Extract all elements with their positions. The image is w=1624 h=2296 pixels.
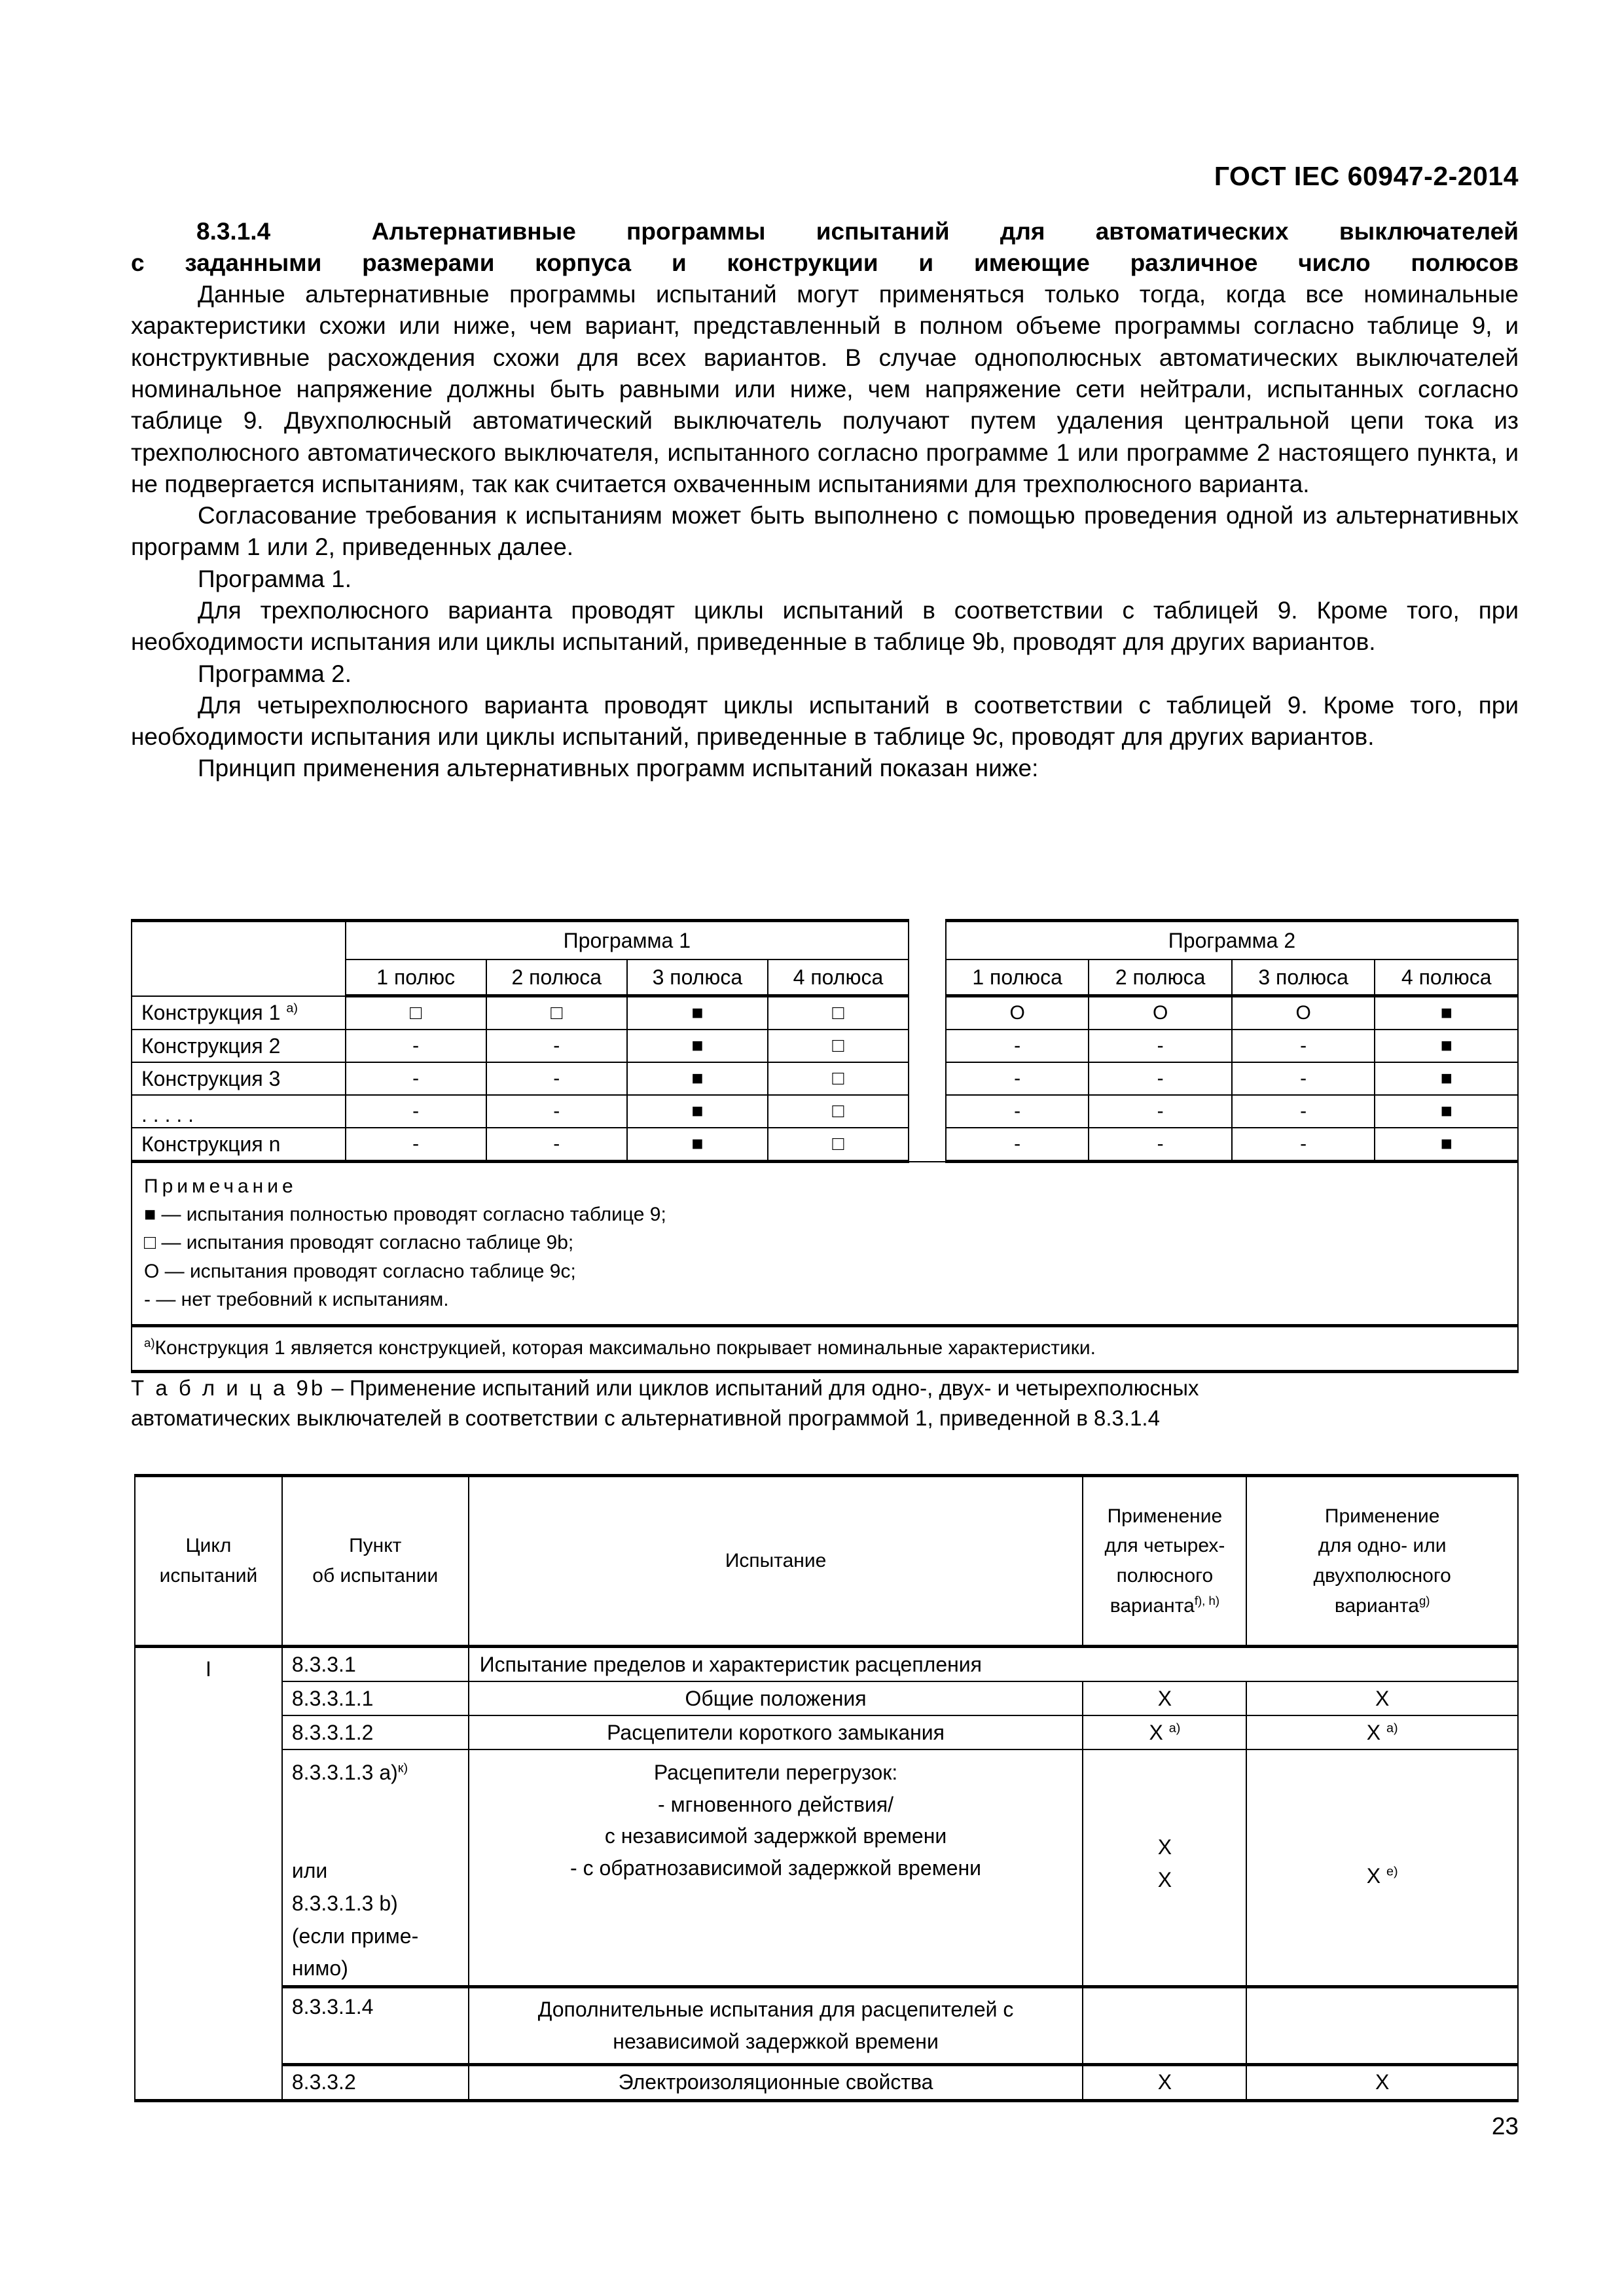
cell-p2c2r5: - (1089, 1128, 1232, 1162)
construction-row-label-3: Конструкция 3 (132, 1062, 346, 1095)
table-row (132, 1095, 1518, 1128)
note-line-2: □ — испытания проводят согласно таблице 9b; (144, 1232, 574, 1254)
table-row (132, 1062, 1518, 1095)
footnote-text: Конструкция 1 является конструкцией, которая максимально покрывает номинальные характеристики. (154, 1336, 1096, 1359)
cell-p2c3r4: - (1232, 1095, 1375, 1128)
header-clause-l2: об испытании (312, 1565, 439, 1587)
cell-clause-4-main: 8.3.3.1.3 a) (291, 1761, 398, 1784)
header-one-two-pole-l3: двухполюсного (1313, 1565, 1451, 1587)
cell-p2c2r1: О (1089, 996, 1232, 1030)
header-one-two-pole-l1: Применение (1324, 1505, 1440, 1527)
cell-p1c2r2: - (486, 1030, 627, 1062)
table-row (132, 1128, 1518, 1162)
cell-clause-4 (282, 1749, 469, 1987)
table-9b-caption (131, 1373, 1519, 1433)
cell-clause-2: 8.3.3.1.1 (282, 1681, 469, 1715)
cell-test-5-l2: независимой задержкой времени (613, 2029, 939, 2053)
header-one-two-pole-l2: для одно- или (1318, 1535, 1447, 1557)
cell-p2c1r2: - (946, 1030, 1089, 1062)
cell-p1c1r5: - (346, 1128, 486, 1162)
cell-clause-4-x3: (если приме- (291, 1924, 419, 1948)
note-heading: Примечание (144, 1175, 297, 1197)
footnote-marker: а) (144, 1335, 155, 1350)
cell-p2c2r4: - (1089, 1095, 1232, 1128)
table-row (135, 1715, 1518, 1749)
header-one-two-pole (1246, 1476, 1518, 1647)
cell-test-4-l2: - мгновенного действия/ (658, 1792, 894, 1816)
programs-footnote-row (132, 1325, 1518, 1371)
paragraph-3: Программа 1. (198, 565, 352, 592)
cell-fourpole-3 (1083, 1715, 1246, 1749)
header-four-pole-l4: варианта (1110, 1594, 1195, 1617)
cell-p2c4r1: ■ (1375, 996, 1518, 1030)
prog1-pole-header-3: 3 полюса (627, 960, 768, 996)
section-heading (131, 216, 1519, 279)
table-row (135, 2064, 1518, 2100)
cell-test-2: Общие положения (469, 1681, 1083, 1715)
cell-fourpole-5 (1083, 1987, 1246, 2064)
header-one-two-pole-sup: g) (1418, 1593, 1430, 1607)
prog2-pole-header-2: 2 полюса (1089, 960, 1232, 996)
cell-p2c1r1: О (946, 996, 1089, 1030)
programs-corner-cell (132, 921, 346, 996)
program-1-group-header: Программа 1 (346, 921, 909, 960)
header-four-pole-l3: полюсного (1116, 1565, 1214, 1587)
header-clause (282, 1476, 469, 1647)
cell-test-5-l1: Дополнительные испытания для расцепителей с (537, 1998, 1014, 2022)
cell-onetwopole-3-val: X (1366, 1720, 1381, 1744)
cell-p1c3r4: ■ (627, 1095, 768, 1128)
cell-p1c3r2: ■ (627, 1030, 768, 1062)
table-9b-header-row (135, 1476, 1518, 1647)
section-heading-line1 (131, 216, 1519, 247)
note-line-1: ■ — испытания полностью проводят согласно таблице 9; (144, 1204, 666, 1226)
table-row (135, 1749, 1518, 1987)
cell-p2c4r5: ■ (1375, 1128, 1518, 1162)
cell-p2c3r2: - (1232, 1030, 1375, 1062)
header-clause-l1: Пункт (349, 1535, 402, 1557)
header-cycle-l2: испытаний (159, 1565, 258, 1587)
table-row (132, 996, 1518, 1030)
document-body (131, 216, 1519, 785)
cell-p1c3r5: ■ (627, 1128, 768, 1162)
header-test: Испытание (469, 1476, 1083, 1647)
paragraph-6: Для четырехполюсного варианта проводят циклы испытаний в соответствии с таблицей 9. Кроме того, при необходимости испытания или циклы испытаний, приведенные в таблице 9c, проводят для других вариантов. (131, 691, 1519, 751)
header-cycle (135, 1476, 282, 1647)
cell-clause-4-sup: к) (397, 1761, 408, 1776)
cell-p2c3r1: О (1232, 996, 1375, 1030)
programs-footnote-cell (132, 1325, 1518, 1371)
cell-onetwopole-3 (1246, 1715, 1518, 1749)
cell-onetwopole-4-val: X (1366, 1864, 1381, 1888)
cell-p2c2r3: - (1089, 1062, 1232, 1095)
page-number: 23 (1491, 2113, 1519, 2140)
cell-fourpole-2: X (1083, 1681, 1246, 1715)
cell-onetwopole-2: X (1246, 1681, 1518, 1715)
cell-p1c4r3: □ (768, 1062, 909, 1095)
cell-p2c2r2: - (1089, 1030, 1232, 1062)
cell-clause-3: 8.3.3.1.2 (282, 1715, 469, 1749)
cell-test-6: Электроизоляционные свойства (469, 2064, 1083, 2100)
cell-p2c3r3: - (1232, 1062, 1375, 1095)
cell-p1c3r1: ■ (627, 996, 768, 1030)
cell-p1c4r5: □ (768, 1128, 909, 1162)
cell-p1c1r4: - (346, 1095, 486, 1128)
cell-p2c4r2: ■ (1375, 1030, 1518, 1062)
cell-test-3: Расцепители короткого замыкания (469, 1715, 1083, 1749)
program-2-group-header: Программа 2 (946, 921, 1518, 960)
cell-p2c1r4: - (946, 1095, 1089, 1128)
section-title-line1: Альтернативные программы испытаний для автоматических выключателей (371, 218, 1519, 245)
cell-onetwopole-5 (1246, 1987, 1518, 2064)
standard-header: ГОСТ IEC 60947-2-2014 (1214, 161, 1519, 191)
cell-test-5 (469, 1987, 1083, 2064)
header-four-pole (1083, 1476, 1246, 1647)
construction-row-label-n (132, 1128, 346, 1162)
cell-test-4-l1: Расцепители перегрузок: (653, 1761, 898, 1784)
construction-label-text-n: Конструкция n (141, 1132, 281, 1156)
construction-label-text-1: Конструкция 1 (141, 1000, 281, 1024)
cell-p1c3r3: ■ (627, 1062, 768, 1095)
cell-cycle-value: I (135, 1647, 282, 2101)
programs-group-header-row (132, 921, 1518, 960)
cell-fourpole-4 (1083, 1749, 1246, 1987)
cell-p1c1r2: - (346, 1030, 486, 1062)
cell-fourpole-4-l2: X (1157, 1867, 1172, 1892)
header-four-pole-l1: Применение (1107, 1505, 1223, 1527)
note-line-4: - — нет требовний к испытаниям. (144, 1288, 449, 1310)
construction-row-label-1 (132, 996, 346, 1030)
cell-clause-4-x4: нимо) (291, 1956, 348, 1981)
cell-onetwopole-4-sup: е) (1386, 1864, 1398, 1879)
prog2-pole-header-1: 1 полюса (946, 960, 1089, 996)
cell-p1c4r2: □ (768, 1030, 909, 1062)
cell-clause-4-x2: 8.3.3.1.3 b) (291, 1891, 398, 1915)
table-row (132, 1030, 1518, 1062)
cell-fourpole-6: X (1083, 2064, 1246, 2100)
header-four-pole-sup: f), h) (1194, 1593, 1220, 1607)
cell-onetwopole-3-sup: а) (1386, 1720, 1398, 1735)
cell-test-1: Испытание пределов и характеристик расцепления (469, 1647, 1518, 1682)
programs-note-row (132, 1162, 1518, 1326)
programs-table (131, 919, 1519, 1373)
section-number: 8.3.1.4 (196, 218, 271, 245)
table-row (135, 1987, 1518, 2064)
table-row (135, 1681, 1518, 1715)
cell-p1c2r1: □ (486, 996, 627, 1030)
prog1-pole-header-4: 4 полюса (768, 960, 909, 996)
table-9b-caption-line2: автоматических выключателей в соответствии с альтернативной программой 1, приведенной в 8.3.1.4 (131, 1405, 1160, 1430)
header-cycle-l1: Цикл (185, 1535, 232, 1557)
paragraph-1: Данные альтернативные программы испытаний могут применяться только тогда, когда все номинальные характеристики схожи или ниже, чем вариант, представленный в полном объеме программы согласно таблице 9, и конструктивные расхождения схожи для всех вариантов. В случае однополюсных автоматических выключателей номинальное напряжение должны быть равными или ниже, чем напряжение сети нейтрали, испытанных согласно таблице 9. Двухполюсный автоматический выключатель получают путем удаления центральной цепи тока из трехполюсного автоматического выключателя, испытанного согласно программе 1 или программе 2 настоящего пункта, и не подвергается испытаниям, так как считается охваченным испытаниями для трехполюсного варианта. (131, 281, 1519, 497)
cell-p2c1r3: - (946, 1062, 1089, 1095)
prog2-pole-header-3: 3 полюса (1232, 960, 1375, 996)
cell-clause-6: 8.3.3.2 (282, 2064, 469, 2100)
table-9b-caption-label: Т а б л и ц а 9b (131, 1376, 326, 1400)
table-9b (134, 1474, 1519, 2102)
cell-p2c4r4: ■ (1375, 1095, 1518, 1128)
cell-test-4-l3: с независимой задержкой времени (604, 1824, 947, 1848)
cell-clause-1: 8.3.3.1 (282, 1647, 469, 1682)
cell-clause-4-x1: или (291, 1858, 328, 1882)
prog2-pole-header-4: 4 полюса (1375, 960, 1518, 996)
cell-p1c1r3: - (346, 1062, 486, 1095)
note-line-3: О — испытания проводят согласно таблице 9c; (144, 1260, 576, 1282)
cell-onetwopole-6: X (1246, 2064, 1518, 2100)
cell-p2c1r5: - (946, 1128, 1089, 1162)
cell-test-4-l4: - с обратнозависимой задержкой времени (570, 1856, 982, 1880)
cell-p1c2r3: - (486, 1062, 627, 1095)
construction-row-label-ellipsis: . . . . . (132, 1095, 346, 1128)
paragraph-4: Для трехполюсного варианта проводят циклы испытаний в соответствии с таблицей 9. Кроме того, при необходимости испытания или циклы испытаний, приведенные в таблице 9b, проводят для других вариантов. (131, 597, 1519, 656)
programs-note-cell (132, 1162, 1518, 1326)
cell-p1c2r4: - (486, 1095, 627, 1128)
table-9b-caption-text1: – Применение испытаний или циклов испытаний для одно-, двух- и четырехполюсных (325, 1376, 1199, 1400)
cell-p1c4r1: □ (768, 996, 909, 1030)
cell-fourpole-3-sup: а) (1168, 1720, 1181, 1735)
section-title-line2: с заданными размерами корпуса и конструкции и имеющие различное число полюсов (131, 249, 1519, 277)
prog1-pole-header-2: 2 полюса (486, 960, 627, 996)
construction-label-sup-1: а) (286, 1001, 298, 1016)
cell-p2c4r3: ■ (1375, 1062, 1518, 1095)
cell-p1c2r5: - (486, 1128, 627, 1162)
prog1-pole-header-1: 1 полюс (346, 960, 486, 996)
cell-onetwopole-4 (1246, 1749, 1518, 1987)
cell-p1c4r4: □ (768, 1095, 909, 1128)
paragraph-2: Согласование требования к испытаниям может быть выполнено с помощью проведения одной из альтернативных программ 1 или 2, приведенных далее. (131, 502, 1519, 561)
construction-row-label-2: Конструкция 2 (132, 1030, 346, 1062)
header-one-two-pole-l4: варианта (1334, 1594, 1419, 1617)
paragraph-7: Принцип применения альтернативных программ испытаний показан ниже: (198, 755, 1039, 782)
table-9b-caption-line1 (131, 1373, 1519, 1403)
cell-fourpole-3-val: X (1149, 1720, 1163, 1744)
cell-fourpole-4-l1: X (1157, 1835, 1172, 1859)
cell-test-4 (469, 1749, 1083, 1987)
cell-p2c3r5: - (1232, 1128, 1375, 1162)
header-four-pole-l2: для четырех- (1104, 1535, 1225, 1557)
cell-p1c1r1: □ (346, 996, 486, 1030)
paragraph-5: Программа 2. (198, 660, 352, 687)
cell-clause-5: 8.3.3.1.4 (282, 1987, 469, 2064)
programs-gap-column (909, 921, 946, 1162)
table-row (135, 1647, 1518, 1682)
